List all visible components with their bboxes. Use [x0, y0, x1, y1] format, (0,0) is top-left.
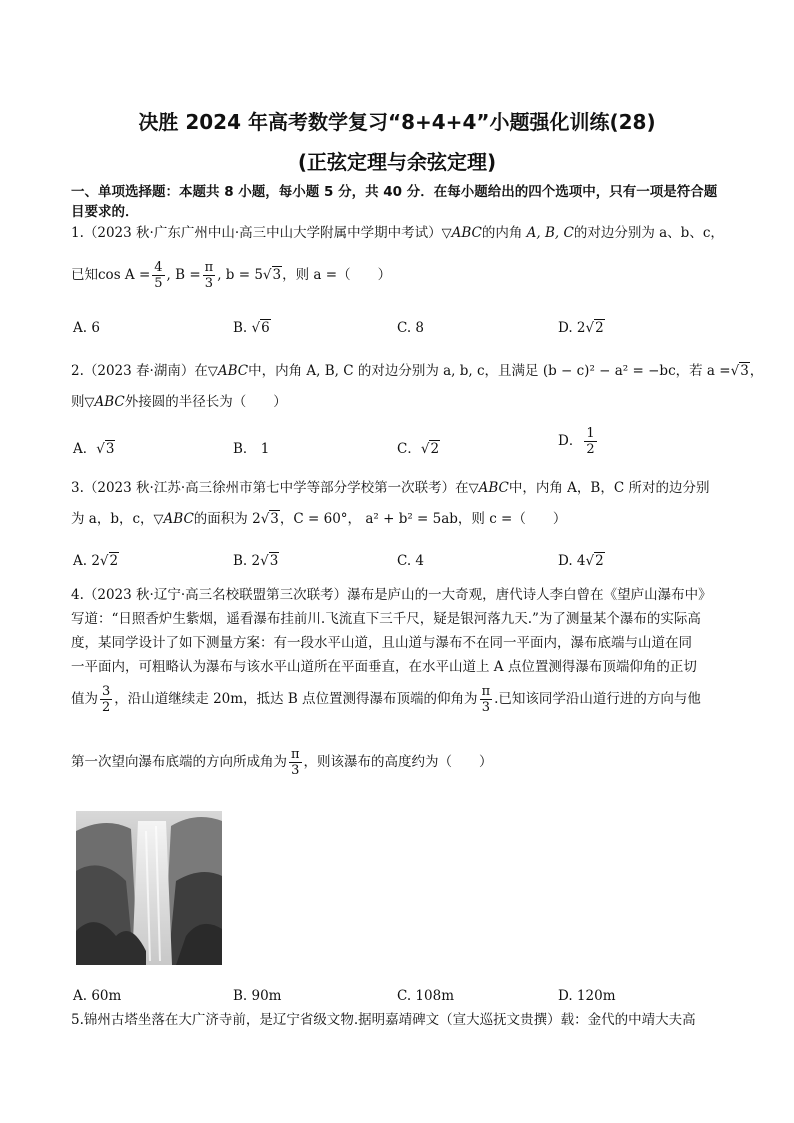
q4-line6: 第一次望向瀑布底端的方向所成角为 $\frac{\pi}{3}$ ，则该瀑布的高度约为（ ）	[71, 747, 493, 778]
q1-option-b: B. √6	[233, 320, 270, 336]
q1-line2: 已知cos A = $\frac{4}{5}$ , B = $\frac{\pi}{3}$ , b = 5√3，则 a =（ ）	[71, 260, 392, 291]
section-heading: 一、单项选择题：本题共 8 小题，每小题 5 分，共 40 分．在每小题给出的四个选项中，只有一项是符合题	[71, 184, 718, 200]
triangle-symbol: ▽	[441, 226, 452, 241]
q1-line1: 1.（2023 秋·广东广州中山·高三中山大学附属中学期中考试）▽ABC的内角 A, B, C的对边分别为 a、b、c，	[71, 225, 724, 241]
q4-option-c: C. 108m	[397, 988, 454, 1004]
q3-line2: 为 a，b，c，▽ABC的面积为 2√3，C = 60°， a² + b² = 5ab，则 c =（ ）	[71, 511, 567, 527]
q3-option-d: D. 4√2	[558, 553, 604, 569]
fraction: $\frac{\pi}{3}$	[204, 260, 214, 291]
q2-option-d: D． $\frac{1}{2}$	[558, 426, 595, 457]
q2-option-b: B． 1	[233, 441, 270, 457]
document-subtitle: (正弦定理与余弦定理)	[297, 150, 497, 174]
q4-line3: 度，某同学设计了如下测量方案：有一段水平山道，且山道与瀑布不在同一平面内，瀑布底端与山道在同	[71, 635, 692, 651]
sqrt: √3	[262, 267, 282, 283]
q3-option-b: B. 2√3	[233, 553, 279, 569]
q3-option-a: A. 2√2	[73, 553, 119, 569]
q3-option-c: C. 4	[397, 553, 425, 569]
q4-option-b: B. 90m	[233, 988, 282, 1004]
q4-line1: 4.（2023 秋·辽宁·高三名校联盟第三次联考）瀑布是庐山的一大奇观，唐代诗人李白曾在《望庐山瀑布中》	[71, 587, 712, 603]
section-heading-cont: 目要求的．	[71, 204, 139, 220]
waterfall-image	[76, 811, 222, 965]
q4-line4: 一平面内，可粗略认为瀑布与该水平山道所在平面垂直，在水平山道上 A 点位置测得瀑布顶端仰角的正切	[71, 659, 697, 675]
q3-line1: 3.（2023 秋·江苏·高三徐州市第七中学等部分学校第一次联考）在▽ABC中，内角 A，B，C 所对的边分别	[71, 480, 710, 496]
q2-line2: 则▽ABC外接圆的半径长为（ ）	[71, 394, 287, 410]
q2-line1: 2.（2023 春·湖南）在▽ABC中，内角 A, B, C 的对边分别为 a, b, c，且满足 (b − c)² − a² = −bc，若 a =√3，	[71, 363, 764, 379]
document-title: 决胜 2024 年高考数学复习“8+4+4”小题强化训练(28)	[138, 110, 656, 134]
fraction: $\frac{4}{5}$	[154, 260, 163, 291]
q2-option-c: C．√2	[397, 441, 440, 457]
q1-option-a: A. 6	[73, 320, 100, 336]
q4-line2: 写道：“日照香炉生紫烟，遥看瀑布挂前川.飞流直下三千尺，疑是银河落九天.”为了测量某个瀑布的实际高	[71, 611, 701, 627]
q4-option-a: A. 60m	[73, 988, 122, 1004]
q2-option-a: A．√3	[73, 441, 115, 457]
q4-option-d: D. 120m	[558, 988, 616, 1004]
q4-line5: 值为 $\frac{3}{2}$ ，沿山道继续走 20m，抵达 B 点位置测得瀑布顶端的仰角为 $\frac{\pi}{3}$ .已知该同学沿山道行进的方向与他	[71, 684, 701, 715]
q1-option-d: D. 2√2	[558, 320, 604, 336]
q5-line1: 5.锦州古塔坐落在大广济寺前，是辽宁省级文物.据明嘉靖碑文（宣大巡抚文贵撰）载：金代的中靖大夫高	[71, 1012, 696, 1028]
q1-option-c: C. 8	[397, 320, 425, 336]
